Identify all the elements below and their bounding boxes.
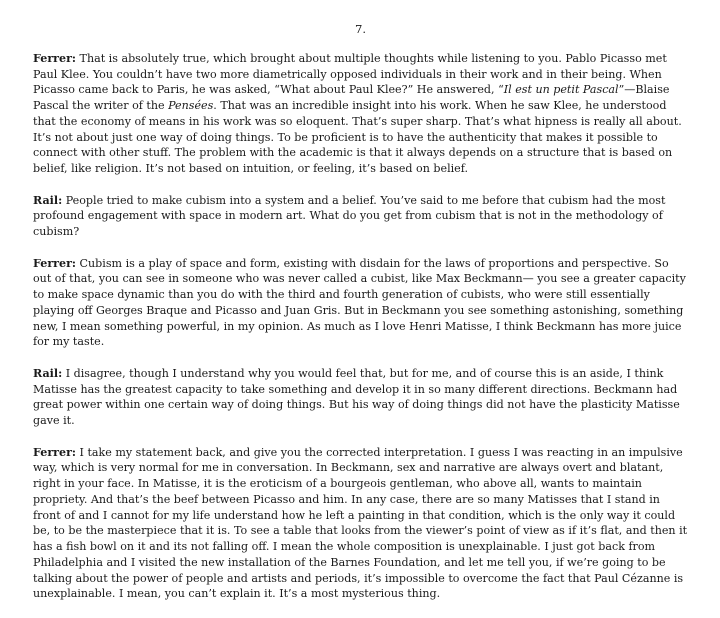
- paragraph-text: . That was an incredible insight into his work. When he saw Klee, he understood that the economy of means in his work was so eloquent. That’s super sharp. That’s what hipness is really all about. It’s not about just one way of doing things. To be proficient is to have the authenticity that makes it possible to connect with other stuff. The problem with the academic is that it always depends on a structure that is based on belief, like religion. It’s not based on intuition, or feeling, it’s based on belief.: [33, 99, 682, 175]
- paragraph-text: ”—Blaise Pascal the writer of the: [33, 83, 670, 112]
- speaker-label: Rail:: [33, 366, 63, 380]
- paragraph-text: People tried to make cubism into a system and a belief. You’ve said to me before that cubism had the most profound engagement with space in modern art. What do you get from cubism that is not in the methodology of cubism?: [33, 193, 666, 239]
- paragraph-ferrer-3: [33, 445, 688, 603]
- document-page: [33, 22, 688, 618]
- paragraph-text: Cubism is a play of space and form, existing with disdain for the laws of proportions and perspective. So out of that, you can see in someone who was never called a cubist, like Max Beckmann— you see a greater capacity to make space dynamic than you do with the third and fourth generation of cubists, who were still essentially playing off Georges Braque and Picasso and Juan Gris. But in Beckmann you see something astonishing, something new, I mean something powerful, in my opinion. As much as I love Henri Matisse, I think Beckmann has more juice for my taste.: [33, 256, 686, 349]
- paragraph-rail-1: [33, 193, 688, 240]
- page-number: 7.: [354, 22, 367, 36]
- speaker-label: Ferrer:: [33, 256, 77, 270]
- paragraph-rail-2: [33, 366, 688, 429]
- paragraph-text: I disagree, though I understand why you would feel that, but for me, and of course this is an aside, I think Matisse has the greatest capacity to take something and develop it in so many different directions. Beckmann had great power within one certain way of doing things. But his way of doing things did not have the plasticity Matisse gave it.: [33, 366, 680, 428]
- paragraph-text: That is absolutely true, which brought about multiple thoughts while listening to you. Pablo Picasso met Paul Klee. You couldn’t have two more diametrically opposed individuals in their work and in their being. When Picasso came back to Paris, he was asked, “What about Paul Klee?” He answered, “: [33, 51, 667, 97]
- italic-title: Pensées: [168, 99, 214, 112]
- paragraph-ferrer-1: [33, 51, 688, 177]
- paragraph-text: I take my statement back, and give you the corrected interpretation. I guess I was reacting in an impulsive way, which is very normal for me in conversation. In Beckmann, sex and narrative are always overt and blatant, right in your face. In Matisse, it is the eroticism of a bourgeois gentleman, who above all, wants to maintain propriety. And that’s the beef between Picasso and him. In any case, there are so many Matisses that I stand in front of and I cannot for my life understand how he left a painting in that condition, which is the only way it could be, to be the masterpiece that it is. To see a table that looks from the viewer’s point of view as if it’s flat, and then it has a fish bowl on it and its not falling off. I mean the whole composition is unexplainable. I just got back from Philadelphia and I visited the new installation of the Barnes Foundation, and let me tell you, if we’re going to be talking about the power of people and artists and periods, it’s impossible to overcome the fact that Paul Cézanne is unexplainable. I mean, you can’t explain it. It’s a most mysterious thing.: [33, 445, 688, 601]
- speaker-label: Ferrer:: [33, 51, 77, 65]
- italic-quote: Il est un petit Pascal: [503, 83, 619, 97]
- speaker-label: Ferrer:: [33, 445, 77, 459]
- speaker-label: Rail:: [33, 193, 63, 207]
- paragraph-ferrer-2: [33, 256, 688, 351]
